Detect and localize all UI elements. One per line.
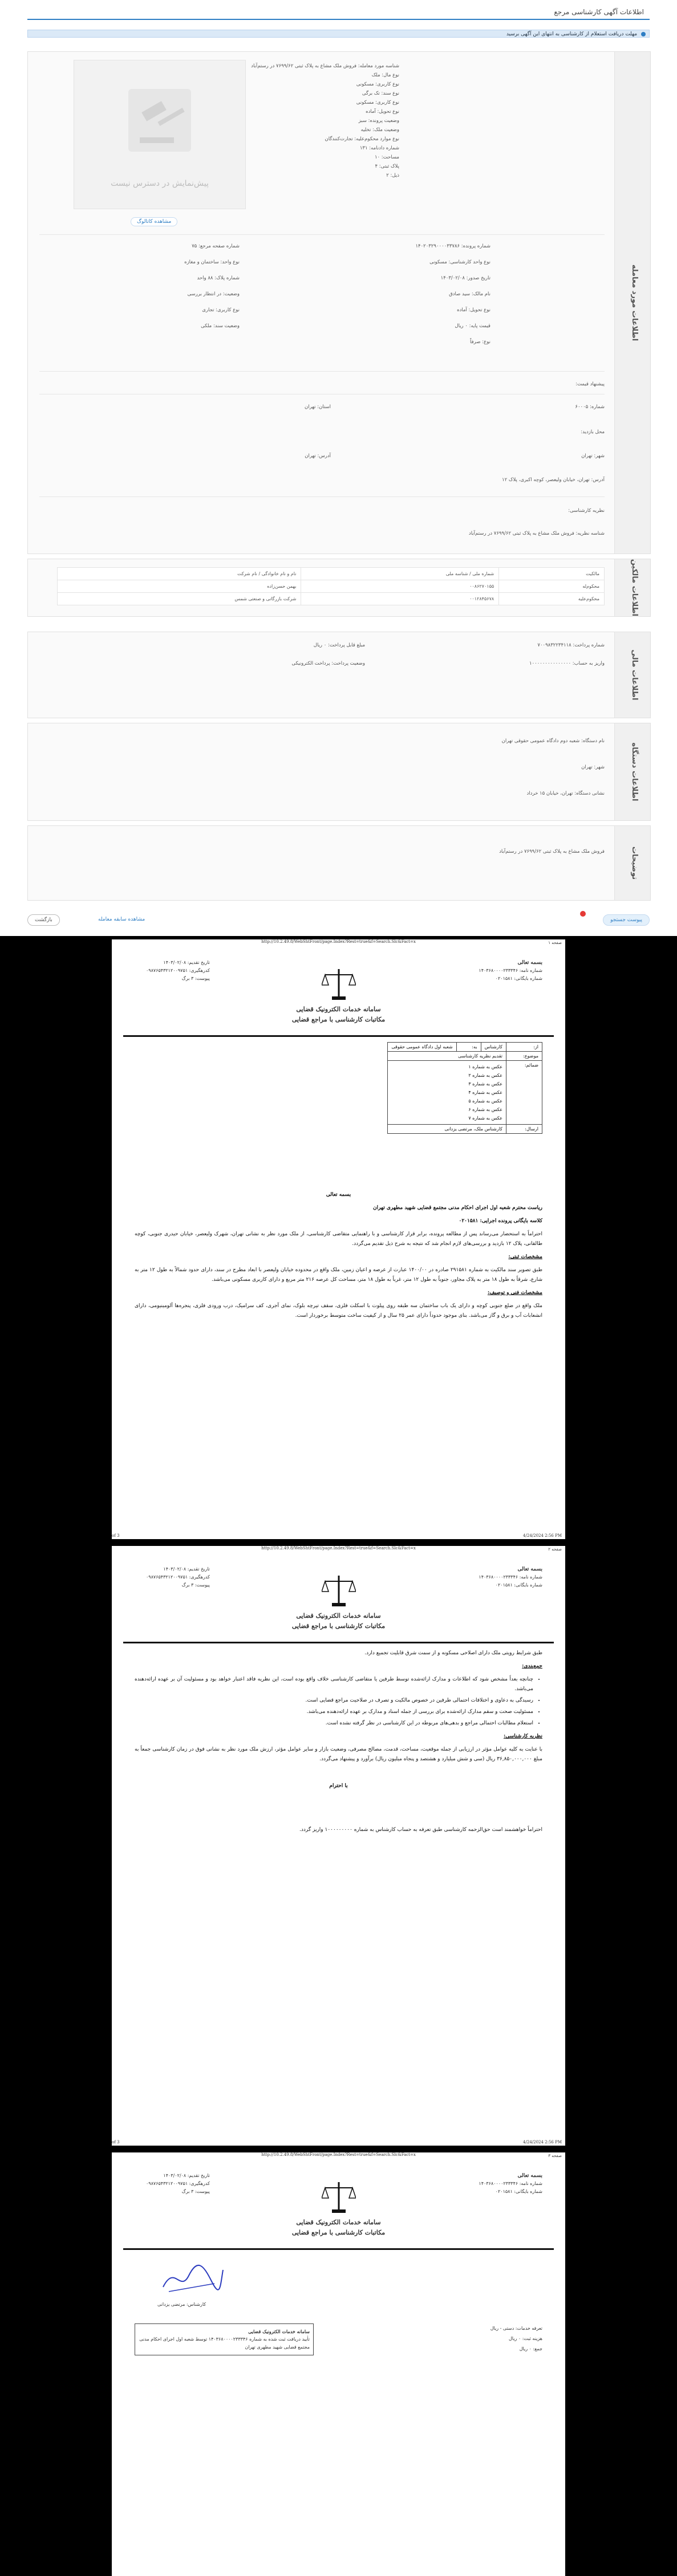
- form-label: به:: [456, 1043, 481, 1052]
- organization-name: سامانه خدمات الکترونیک قضایی مکاتبات کارشناسی با مراجع قضایی: [291, 1612, 386, 1630]
- property-field: نوع تحویل: آماده: [366, 109, 399, 115]
- page-footer: of 3 4/24/2024 2:56 PM: [112, 2140, 562, 2144]
- column-header: شماره ملی / شناسه ملی: [301, 568, 499, 580]
- page-number: صفحه ۱: [548, 941, 562, 945]
- header-rule: [123, 1035, 554, 1037]
- property-detail: شناسه نظریه: فروش ملک مشاع به پلاک ثبتی ۷۶۹۹/۶۲ در رستم‌آباد: [468, 531, 605, 536]
- footer-bar: [0, 907, 677, 936]
- finance-field: مبلغ قابل پرداخت: ۰ ریال: [313, 642, 365, 648]
- form-value: کارشناس ملک، مرتضی یزدانی: [388, 1125, 506, 1134]
- closing: با احترام: [329, 1783, 348, 1789]
- alert-banner: [27, 30, 650, 38]
- letter-form: [387, 1042, 542, 1134]
- property-detail: پیشنهاد قیمت:: [575, 381, 605, 387]
- justice-scales-icon: [322, 2180, 356, 2215]
- property-detail: وضعیت: در انتظار بررسی: [187, 291, 240, 297]
- table-header: [58, 568, 605, 580]
- header-right: بسمه تعالی شماره نامه: ۱۴۰۳۶۸۰۰۰۰۲۳۳۳۴۶ شماره بایگانی: ۰۲۰۱۵۸۱: [479, 960, 542, 981]
- form-value: شعبه اول دادگاه عمومی حقوقی: [388, 1043, 456, 1052]
- table-cell: شرکت بازرگانی و صنعتی شمس: [58, 593, 301, 605]
- property-detail: نوع واحد: ساختمان و مغازه: [184, 259, 240, 265]
- device-field: نشانی دستگاه: تهران، خیابان ۱۵ خرداد: [526, 791, 605, 796]
- title-divider: [27, 19, 650, 20]
- document-page-1: [112, 939, 565, 1539]
- list-item: • مسئولیت صحت و سقم مدارک ارائه‌شده برای بررسی از جمله اسناد و مدارک بر عهده ارائه‌دهنده می‌باشد.: [135, 1707, 533, 1717]
- finance-field: شماره پرداخت: ۷۰۰۹۸۳۲۲۳۴۱۱۸: [537, 642, 605, 648]
- form-value: کارشناس: [481, 1043, 506, 1052]
- header-left: تاریخ تقدیم: ۱۴۰۳/۰۲/۰۸ کدرهگیری: ۰۹۸۷۶۵۴۳۲۱۲۰۰۹۷۵۱ پیوست: ۳ برگ: [146, 1566, 210, 1588]
- gavel-icon: [74, 60, 245, 174]
- form-value: تقدیم نظریه کارشناسی: [388, 1052, 506, 1061]
- justice-scales-icon: [322, 967, 356, 1002]
- property-detail: استان: تهران: [304, 404, 331, 410]
- page-url: http://10.2.49.8/WebShtFront/page.Index?Rest=true&f=Search.Slc&Fact=x: [261, 939, 416, 944]
- section-heading: جمع‌بندی:: [522, 1663, 542, 1669]
- document-page-2: [112, 1546, 565, 2146]
- recommend-button[interactable]: پیوست جستجو: [603, 914, 650, 926]
- header-left: تاریخ تقدیم: ۱۴۰۳/۰۲/۰۸ کدرهگیری: ۰۹۸۷۶۵۴۳۲۱۲۰۰۹۷۵۱ پیوست: ۳ برگ: [146, 960, 210, 981]
- property-detail: شهر: تهران: [581, 453, 605, 459]
- property-detail: نوع واحد کارشناسی: مسکونی: [429, 259, 490, 265]
- addressee: ریاست محترم شعبه اول اجرای احکام مدنی مجتمع قضایی شهید مطهری تهران: [372, 1205, 542, 1211]
- page-url: http://10.2.49.8/WebShtFront/page.Index?Rest=true&f=Search.Slc&Fact=x: [261, 1546, 416, 1551]
- property-detail: نوع تحویل: آماده: [457, 307, 490, 313]
- finance-field: وضعیت پرداخت: پرداخت الکترونیکی: [291, 661, 365, 666]
- bullet-list: [135, 1675, 533, 1728]
- page-title: اطلاعات آگهی کارشناسی مرجع: [554, 8, 644, 16]
- paragraph: احتراماً به استحضار می‌رساند پس از مطالعه پرونده، برابر قرار کارشناسی و با راهنمایی متقاضی کارشناسی، از ملک مورد نظر به نشانی تهران، شهرک ولیعصر، خیابان حیدری جنوبی، کوچه طالقانی، پلاک ۱۲ بازدید و بررسی‌های لازم انجام شد که نتیجه به شرح ذیل تقدیم می‌گردد.: [135, 1231, 542, 1247]
- receipt-box: سامانه خدمات الکترونیک قضایی تأیید دریافت ثبت شده به شماره ۱۴۰۳۶۸۰۰۰۰۲۳۳۳۴۶ توسط شعبه اول اجرای احکام مدنی مجتمع قضایی شهید مطهری تهران: [135, 2323, 314, 2355]
- header-right: بسمه تعالی شماره نامه: ۱۴۰۳۶۸۰۰۰۰۲۳۳۳۴۶ شماره بایگانی: ۰۲۰۱۵۸۱: [479, 1566, 542, 1588]
- letter-header: [123, 2160, 554, 2246]
- table-row: [58, 580, 605, 593]
- property-detail: وضعیت سند: ملکی: [201, 323, 240, 329]
- paragraph: احتراماً خواهشمند است حق‌الزحمه کارشناسی طبق تعرفه به حساب کارشناس به شماره ۱۰۰۰۰۰۰۰۰۰ واریز گردد.: [299, 1827, 542, 1833]
- owners-side-label: اطلاعات مالکین: [614, 559, 650, 616]
- property-detail: نام مالک: سید صادق: [449, 291, 490, 297]
- paragraph: طبق شرایط رویتی ملک دارای اصلاحی مسکونه و از سمت شرق قابلیت تجمیع دارد.: [364, 1650, 542, 1656]
- letter-header: [123, 1554, 554, 1639]
- paragraph: ملک واقع در ضلع جنوبی کوچه و دارای یک باب ساختمان سه طبقه روی پیلوت با اسکلت فلزی، سقف تیرچه بلوک، نمای آجری، کف سرامیک، درب ورودی فلزی، پنجره‌ها آلومینیومی، دارای انشعابات آب و برق و گاز می‌باشد. بنای موجود حدوداً دارای عمر ۲۵ سال و از کیفیت ساخت متوسط برخوردار است.: [135, 1303, 542, 1318]
- notes-text: فروش ملک مشاع به پلاک ثبتی ۷۶۹۹/۶۲ در رستم‌آباد: [499, 849, 605, 854]
- owners-section: [27, 559, 651, 617]
- notification-badge: [580, 911, 586, 917]
- form-label: از:: [506, 1043, 542, 1052]
- section-heading: مشخصات فنی و توصیف:: [487, 1290, 542, 1296]
- header-right: بسمه تعالی شماره نامه: ۱۴۰۳۶۸۰۰۰۰۲۳۳۳۴۶ شماره بایگانی: ۰۲۰۱۵۸۱: [479, 2173, 542, 2194]
- finance-field: واریز به حساب: ۱۰۰۰۰۰۰۰۰۰۰۰۰۰۰۰: [529, 661, 605, 666]
- page-url: http://10.2.49.8/WebShtFront/page.Index?Rest=true&f=Search.Slc&Fact=x: [261, 2152, 416, 2157]
- property-field: وضعیت پرونده: سبز: [358, 118, 399, 124]
- property-field: شماره دادنامه: ۱۳۱: [359, 145, 399, 151]
- paragraph: طبق تصویر سند مالکیت به شماره ۲۹۱۵۸۱ صادره در ۱۴۰۰/۰۰ عبارت از عرصه و اعیان زمین، ملک واقع در محدوده خیابان ولیعصر با ابعاد مطرح در سند، دارای حدود شمالاً به طول ۱۲ متر به شارع، شرقاً به طول ۱۸ متر به پلاک مجاور، جنوباً به طول ۱۲ متر، غرباً به طول ۱۸ متر، مساحت کل عرصه ۲۱۶ متر مربع و دارای کاربری مسکونی می‌باشد.: [135, 1267, 542, 1283]
- device-section: [27, 723, 651, 821]
- section-heading: نظریه کارشناسی:: [503, 1733, 542, 1739]
- owners-table: [57, 567, 605, 605]
- list-item: • استعلام مطالبات احتمالی مراجع و بدهی‌های مربوطه در این کارشناسی در نظر گرفته نشده است.: [135, 1719, 533, 1728]
- table-cell: بهمن حسن‌زاده: [58, 580, 301, 593]
- header-rule: [123, 2248, 554, 2250]
- section-heading: مشخصات ثبتی:: [508, 1254, 542, 1260]
- form-row: [388, 1052, 542, 1061]
- attachments-list: عکس به شماره ۱ عکس به شماره ۲ عکس به شماره ۳ عکس به شماره ۴ عکس به شماره ۵ عکس به شماره ۶ عکس به شماره ۷: [388, 1061, 506, 1125]
- fee-box: تعرفه خدمات: دستی - ریال هزینه ثبت: ۰ ریال جمع: ۰ ریال: [490, 2326, 542, 2351]
- info-icon: [641, 32, 646, 36]
- page-number: صفحه ۳: [548, 2154, 562, 2158]
- property-field: نوع موارد محکوم‌علیه: تجارت‌کنندگان: [325, 136, 399, 142]
- table-cell: ۰۰۸۶۲۷۰۱۵۵: [301, 580, 499, 593]
- property-side-label: اطلاعات مورد معامله: [614, 52, 650, 554]
- property-field: نوع کاربری: مسکونی: [356, 82, 399, 87]
- device-side-label: اطلاعات دستگاه: [614, 723, 650, 820]
- expert-name: کارشناس: مرتضی یزدانی: [157, 2302, 206, 2307]
- page-footer: of 3 4/24/2024 2:56 PM: [112, 1533, 562, 1538]
- property-detail: آدرس: تهران: [305, 453, 331, 459]
- property-detail: شماره صفحه مرجع: ۷۵: [192, 243, 240, 249]
- property-field: نوع کاربری: مسکونی: [356, 100, 399, 105]
- column-header: مالکیت: [499, 568, 605, 580]
- notes-side-label: توضیحات: [614, 826, 650, 900]
- notes-section: [27, 825, 651, 901]
- finance-side-label: اطلاعات مالی: [614, 632, 650, 718]
- property-detail: شماره پلاک: ۸۸ واحد: [197, 275, 240, 281]
- letter-body: [135, 1190, 542, 1324]
- column-header: نام و نام خانوادگی / نام شرکت: [58, 568, 301, 580]
- case-number: کلاسه بایگانی پرونده اجرایی: ۰۲۰۱۵۸۱: [459, 1218, 542, 1224]
- similar-deals-link[interactable]: مشاهده سابقه معامله: [98, 917, 145, 922]
- divider: [39, 371, 605, 372]
- device-field: نام دستگاه: شعبه دوم دادگاه عمومی حقوقی تهران: [501, 738, 605, 744]
- document-page-3: [112, 2152, 565, 2576]
- property-field: ذیل: ۲: [386, 173, 399, 178]
- property-detail: نوع کاربری: تجاری: [202, 307, 240, 313]
- page-number: صفحه ۲: [548, 1547, 562, 1552]
- header-left: تاریخ تقدیم: ۱۴۰۳/۰۲/۰۸ کدرهگیری: ۰۹۸۷۶۵۴۳۲۱۲۰۰۹۷۵۱ پیوست: ۳ برگ: [146, 2173, 210, 2194]
- form-label: ارسال:: [506, 1125, 542, 1134]
- property-detail: شماره: ۶۰۰۰۵: [575, 404, 605, 410]
- property-section: [27, 51, 651, 554]
- header-rule: [123, 1642, 554, 1643]
- property-field: مساحت: ۱۰: [374, 154, 399, 160]
- letter-body: [135, 1649, 542, 1838]
- property-detail: محل بازدید:: [581, 429, 605, 435]
- list-item: • چنانچه بعداً مشخص شود که اطلاعات و مدارک ارائه‌شده توسط طرفین یا متقاضی کارشناسی خلاف واقع بوده است، این نظریه فاقد اعتبار خواهد بود و مسئولیت آن بر عهده ارائه‌دهنده می‌باشد.: [135, 1675, 533, 1694]
- salutation: بسمه تعالی: [326, 1192, 351, 1198]
- form-label: ضمائم:: [506, 1061, 542, 1125]
- letter-header: [123, 947, 554, 1033]
- image-caption: پیش‌نمایش در دسترس نیست: [111, 179, 209, 188]
- divider: [39, 234, 605, 235]
- signature: [157, 2258, 226, 2298]
- property-field: نوع سند: تک برگی: [362, 91, 399, 96]
- table-cell: محکوم‌له: [499, 580, 605, 593]
- table-row: [58, 593, 605, 605]
- property-detail: قیمت پایه: ۰ ریال: [455, 323, 490, 329]
- organization-name: سامانه خدمات الکترونیک قضایی مکاتبات کارشناسی با مراجع قضایی: [291, 1006, 386, 1023]
- form-row: [388, 1043, 542, 1052]
- organization-name: سامانه خدمات الکترونیک قضایی مکاتبات کارشناسی با مراجع قضایی: [291, 2219, 386, 2236]
- property-field: پلاک ثبتی: ۴: [375, 164, 399, 169]
- property-detail: تاریخ صدور: ۱۴۰۳/۰۲/۰۸: [440, 275, 490, 281]
- property-detail: شماره پرونده: ۱۴۰۲۰۳۲۹۰۰۰۰۳۳۷۸۶: [415, 243, 490, 249]
- catalog-button[interactable]: مشاهده کاتالوگ: [131, 217, 177, 226]
- property-field: وضعیت ملک: تخلیه: [360, 127, 399, 133]
- form-row: [388, 1125, 542, 1134]
- device-field: شهر: تهران: [581, 764, 605, 770]
- form-label: موضوع:: [506, 1052, 542, 1061]
- property-field: شناسه مورد معامله: فروش ملک مشاع به پلاک ثبتی ۷۶۹۹/۶۲ در رستم‌آباد: [251, 63, 399, 69]
- property-image-placeholder: [74, 60, 246, 209]
- paragraph: با عنایت به کلیه عوامل مؤثر در ارزیابی از جمله موقعیت، مساحت، قدمت، مصالح مصرفی، وضعیت بازار و سایر عوامل مؤثر، ارزش ملک مورد نظر به نشانی فوق در زمان کارشناسی جمعاً به مبلغ ۳۶,۸۵۰,۰۰۰,۰۰۰ ریال (سی و شش میلیارد و هشتصد و پنجاه میلیون ریال) برآورد و پیشنهاد می‌گردد.: [135, 1747, 542, 1762]
- property-detail: نظریه کارشناسی:: [568, 508, 605, 514]
- table-cell: ۰۰۱۲۸۴۵۶۷۸: [301, 593, 499, 605]
- list-item: • رسیدگی به دعاوی و اختلافات احتمالی طرفین در خصوص مالکیت و تصرف در صلاحیت مراجع قضایی است.: [135, 1696, 533, 1706]
- finance-section: [27, 632, 651, 718]
- property-detail: آدرس: تهران، خیابان ولیعصر، کوچه اکبری، پلاک ۱۲: [502, 477, 605, 483]
- alert-text: مهلت دریافت استعلام از کارشناسی به انتهای این آگهی برسید: [506, 31, 638, 37]
- top-bar: [0, 0, 677, 25]
- table-cell: محکوم‌علیه: [499, 593, 605, 605]
- property-field: نوع مال: ملک: [371, 72, 399, 78]
- back-button[interactable]: بازگشت: [27, 914, 60, 926]
- property-detail: نوع: صرفاً: [470, 339, 490, 345]
- form-row: [388, 1061, 542, 1125]
- justice-scales-icon: [322, 1573, 356, 1609]
